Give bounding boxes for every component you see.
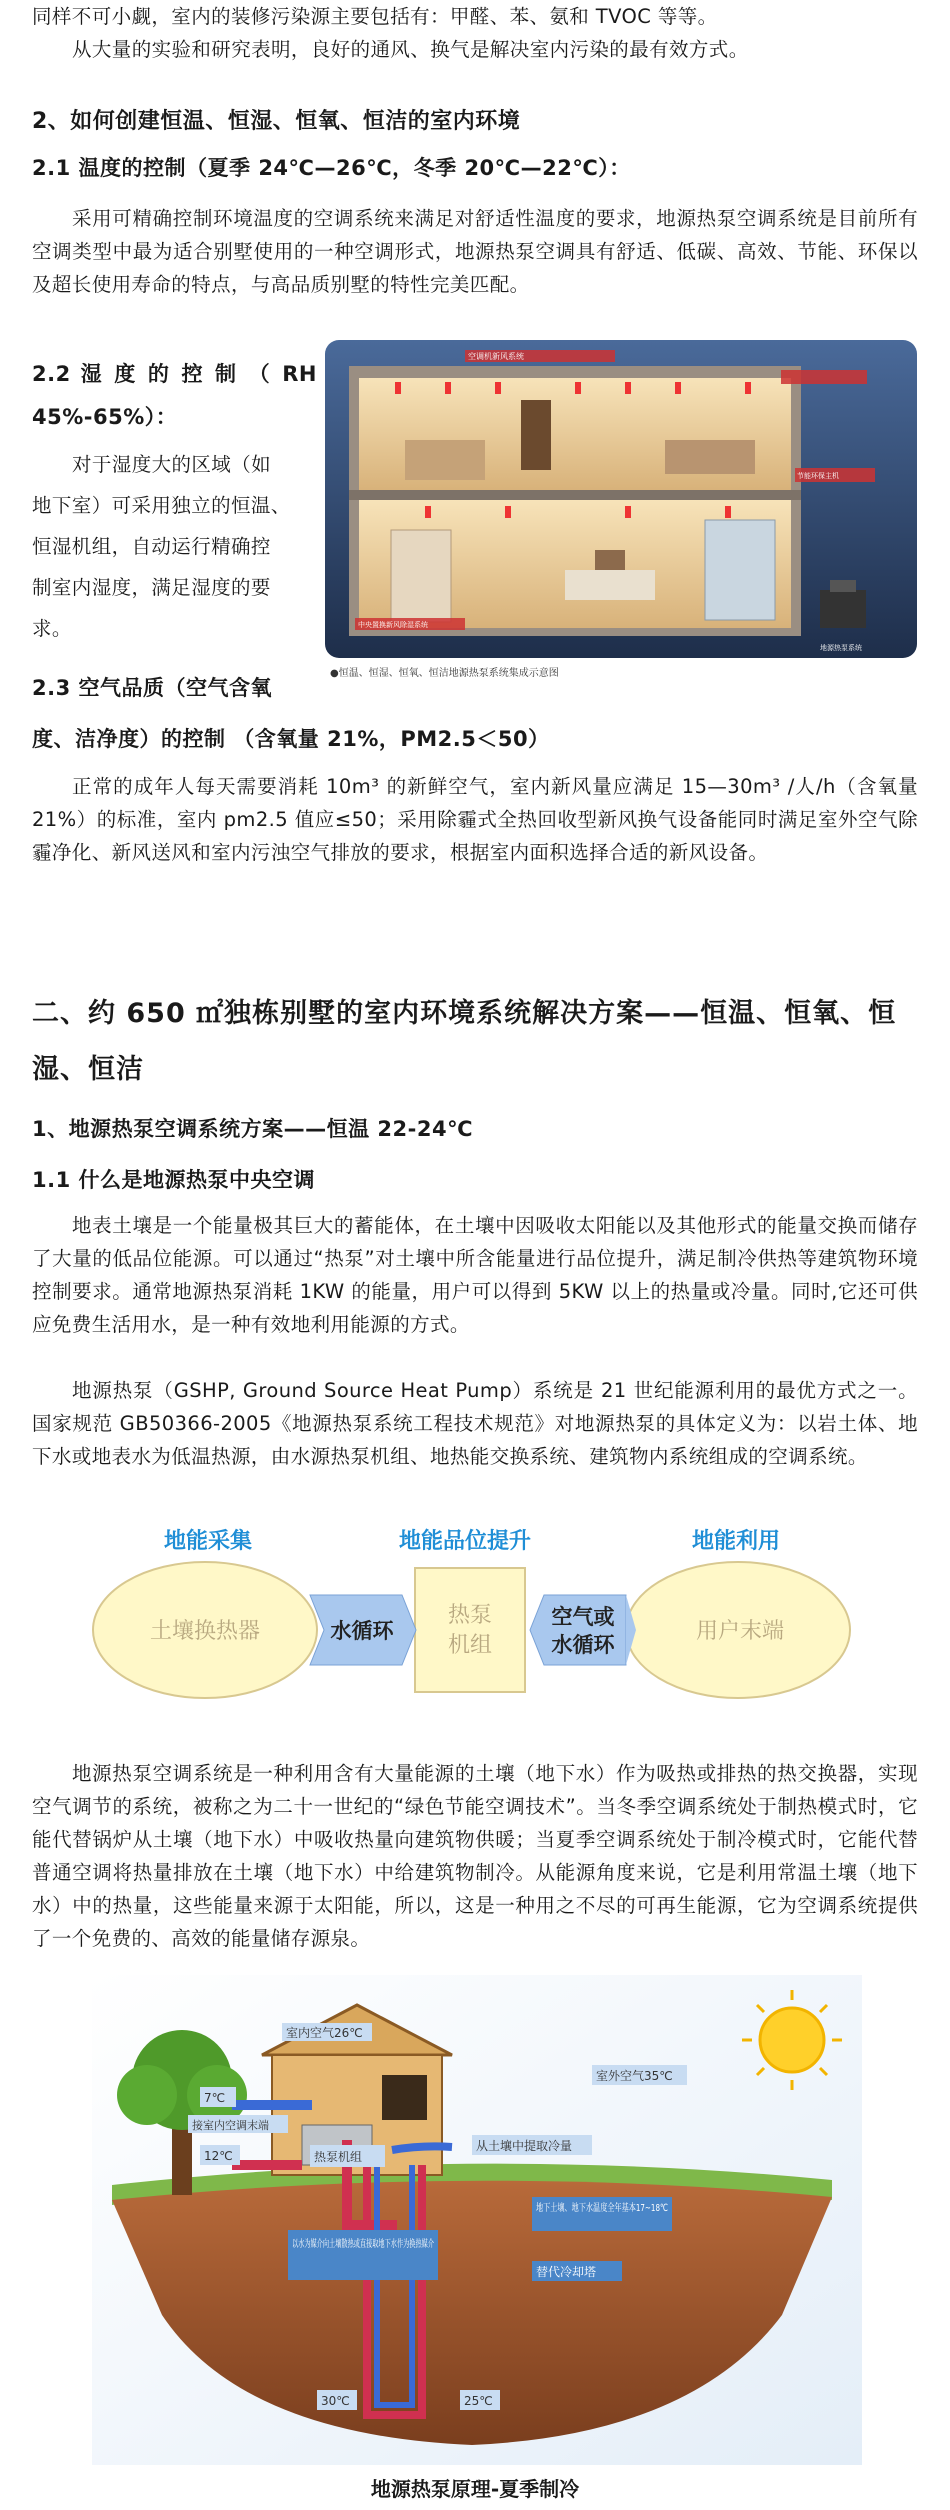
paragraph-1: 地表土壤是一个能量极其巨大的蓄能体，在土壤中因吸收太阳能以及其他形式的能量交换而储存了大量的低品位能源。可以通过“热泵”对土壤中所含能量进行品位提升，满足制冷供热等建筑物环境控制要求。通常地源热泵消耗 1KW 的能量，用户可以得到 5KW 以上的热量或冷量。同时,它还可供应免费生活用水，是一种有效地利用能源的方式。	[32, 1214, 918, 1336]
ground-source-diagram	[92, 1975, 862, 2465]
intro-line-2: 从大量的实验和研究表明，良好的通风、换气是解决室内污染的最有效方式。	[72, 38, 749, 61]
paragraph-3: 地源热泵空调系统是一种利用含有大量能源的土壤（地下水）作为吸热或排热的热交换器，实现空气调节的系统，被称之为二十一世纪的“绿色节能空调技术”。当冬季空调系统处于制热模式时，它能代替锅炉从土壤（地下水）中吸收热量向建筑物供暖；当夏季空调系统处于制冷模式时，它能代替普通空调将热量排放在土壤（地下水）中给建筑物制冷。从能源角度来说，它是利用常温土壤（地下水）中的热量，这些能量来源于太阳能，所以，这是一种用之不尽的可再生能源，它为空调系统提供了一个免费的、高效的能量储存源泉。	[32, 1762, 918, 1950]
section-2-2-body-1: 对于湿度大的区域（如	[72, 453, 272, 476]
intro-line-1: 同样不可小觑，室内的装修污染源主要包括有：甲醛、苯、氨和 TVOC 等等。	[32, 5, 718, 28]
part-2-section-1-title: 1、地源热泵空调系统方案——恒温 22-24℃	[32, 1117, 474, 1141]
energy-flow-diagram	[90, 1520, 865, 1715]
section-2-2-title-line1: 2.2 湿 度 的 控 制 （ RH	[32, 362, 317, 386]
label-25c: 25℃	[464, 2394, 493, 2408]
section-2-1-title: 2.1 温度的控制（夏季 24℃—26℃，冬季 20℃—22℃）：	[32, 156, 631, 180]
flow-arrow-2b: 水循环	[551, 1633, 615, 1657]
house-label-top: 空调机新风系统	[468, 352, 524, 361]
flow-node-2b: 机组	[447, 1633, 493, 1658]
flow-arrow-1: 水循环	[330, 1619, 394, 1643]
label-12c: 12℃	[204, 2149, 233, 2163]
section-2-2-body-2: 地下室）可采用独立的恒温、	[32, 494, 291, 517]
section-2-3-title-line2: 度、洁净度）的控制 （含氧量 21%，PM2.5＜50）	[32, 727, 550, 751]
flow-head-3: 地能利用	[691, 1529, 781, 1554]
label-medium: 以水为媒介向土壤散热或直接取地下水作为换热媒介	[292, 2239, 522, 2250]
flow-node-1: 土壤换热器	[149, 1619, 261, 1644]
label-cooling: 替代冷却塔	[536, 2265, 597, 2279]
house-label-bottom: 中央置换新风除湿系统	[358, 621, 428, 629]
section-2-2-body-4: 制室内湿度，满足湿度的要	[32, 576, 271, 599]
label-7c: 7℃	[204, 2091, 226, 2105]
ground-diagram-caption: 地源热泵原理-夏季制冷	[370, 2477, 580, 2501]
label-soil: 地下土壤、地下水温度全年基本17~18℃	[536, 2203, 722, 2214]
section-2-3-body: 正常的成年人每天需要消耗 10m³ 的新鲜空气，室内新风量应满足 15—30m³ /人/h（含氧量 21%）的标准，室内 pm2.5 值应≤50；采用除霾式全热回收型新风换气设备能同时满足室外空气除霾净化、新风送风和室内污浊空气排放的要求，根据室内面积选择合适的新风设备。	[32, 775, 918, 864]
part-2-section-1-1-title: 1.1 什么是地源热泵中央空调	[32, 1168, 316, 1192]
house-diagram	[325, 340, 917, 658]
paragraph-2: 地源热泵（GSHP, Ground Source Heat Pump）系统是 21 世纪能源利用的最优方式之一。国家规范 GB50366-2005《地源热泵系统工程技术规范》对地源热泵的具体定义为：以岩土体、地下水或地表水为低温热源，由水源热泵机组、地热能交换系统、建筑物内系统组成的空调系统。	[32, 1379, 918, 1468]
label-terminal: 接室内空调末端	[192, 2119, 269, 2132]
house-label-right-2: 地源热泵系统	[820, 644, 862, 652]
section-2-2-body-3: 恒湿机组，自动运行精确控	[32, 535, 271, 558]
section-2-title: 2、如何创建恒温、恒湿、恒氧、恒洁的室内环境	[32, 109, 521, 134]
flow-arrow-2a: 空气或	[551, 1605, 615, 1629]
label-extract: 从土壤中提取冷量	[476, 2139, 573, 2153]
section-2-3-title-line1: 2.3 空气品质（空气含氧	[32, 676, 273, 700]
section-2-1-body: 采用可精确控制环境温度的空调系统来满足对舒适性温度的要求，地源热泵空调系统是目前所有空调类型中最为适合别墅使用的一种空调形式，地源热泵空调具有舒适、低碳、高效、节能、环保以及超长使用寿命的特点，与高品质别墅的特性完美匹配。	[32, 207, 918, 296]
house-caption: ●恒温、恒湿、恒氧、恒洁地源热泵系统集成示意图	[330, 668, 559, 679]
label-30c: 30℃	[321, 2394, 350, 2408]
flow-node-3: 用户末端	[695, 1619, 785, 1644]
label-indoor: 室内空气26℃	[286, 2026, 363, 2040]
flow-head-1: 地能采集	[163, 1529, 253, 1554]
label-unit: 热泵机组	[314, 2150, 363, 2164]
part-2-title: 二、约 650 ㎡独栋别墅的室内环境系统解决方案——恒温、恒氧、恒湿、恒洁	[32, 998, 897, 1085]
section-2-2-body-5: 求。	[32, 617, 72, 640]
flow-head-2: 地能品位提升	[398, 1529, 532, 1554]
label-outdoor: 室外空气35℃	[596, 2069, 673, 2083]
section-2-2-title-line2: 45%-65%）：	[32, 405, 178, 429]
flow-node-2a: 热泵	[447, 1603, 493, 1628]
house-label-right-1: 节能环保主机	[797, 472, 839, 480]
